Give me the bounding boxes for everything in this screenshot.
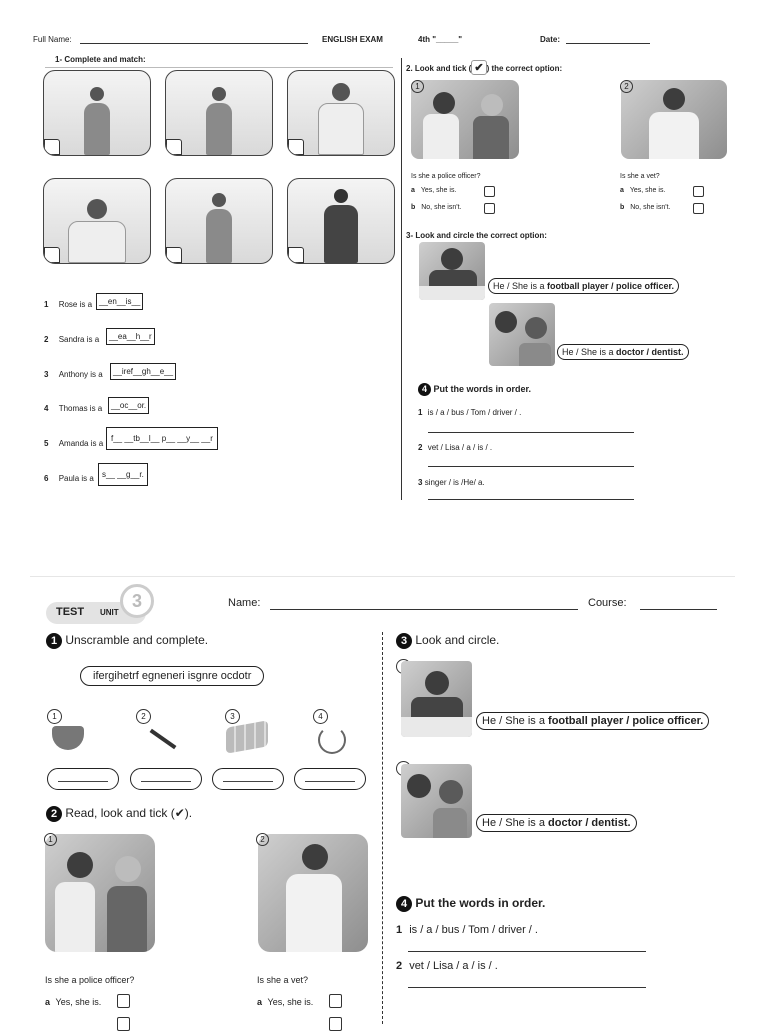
sentence-5 — [44, 439, 103, 448]
page-separator — [30, 576, 735, 577]
read-look-tick-title: 2 Read, look and tick (✔). — [46, 806, 192, 822]
section2-title-text: 2. Look and tick ( — [406, 64, 472, 73]
item-number: 3 — [225, 706, 240, 724]
doctor-child-photo — [401, 764, 472, 838]
option-b: b No, she isn't. — [411, 204, 462, 211]
vet-photo — [621, 80, 727, 159]
order-item-1: 1 is / a / bus / Tom / driver / . — [396, 924, 538, 936]
order-item-1: 1 is / a / bus / Tom / driver / . — [418, 408, 522, 417]
answer-box-2[interactable]: __ea__h__r — [106, 328, 155, 345]
order-item-2: 2 vet / Lisa / a / is / . — [396, 960, 498, 972]
sentence-text: Thomas is a — [58, 404, 103, 413]
option-a: a Yes, she is. — [411, 187, 457, 194]
tick-box[interactable] — [117, 994, 130, 1008]
sentence-number: 3 — [44, 370, 49, 379]
question-1: Is she a police officer? — [45, 975, 135, 985]
sentence-6 — [44, 474, 94, 483]
microphone-icon — [150, 729, 177, 749]
dentist-girl-photo — [411, 80, 519, 159]
doctor-picture — [287, 70, 395, 156]
answer-box-3[interactable]: __iref__gh__e__ — [110, 363, 176, 380]
check-icon: ✔ — [471, 60, 486, 75]
tick-box[interactable] — [693, 203, 704, 214]
answer-box[interactable] — [212, 768, 284, 790]
vet-photo — [258, 834, 368, 952]
look-circle-title: 3 Look and circle. — [396, 633, 499, 649]
police-officer-photo — [419, 242, 485, 300]
singer-picture — [43, 70, 151, 156]
tick-box[interactable] — [329, 1017, 342, 1031]
scrambled-words: ifergihetrf egneneri isgnre ocdotr — [80, 666, 264, 686]
building-plans-icon — [226, 720, 268, 753]
column-divider — [382, 632, 383, 1024]
section4-title: 4 Put the words in order. — [418, 383, 531, 396]
item-number: 4 — [313, 706, 328, 724]
exam-title: ENGLISH EXAM — [322, 35, 383, 44]
police-officer-photo — [401, 661, 472, 737]
sentence-number: 4 — [44, 404, 49, 413]
column-divider — [401, 58, 402, 500]
answer-line[interactable] — [428, 432, 634, 433]
photo-number: 1 — [44, 829, 57, 847]
photo-number: 1 — [411, 76, 424, 94]
unscramble-title: 1 Unscramble and complete. — [46, 633, 208, 649]
circle-option-1[interactable]: He / She is a football player / police officer. — [488, 278, 679, 294]
sentence-text: Sandra is a — [58, 335, 100, 344]
course-label: Course: — [588, 597, 627, 609]
course-line[interactable] — [640, 609, 717, 610]
tick-box[interactable] — [117, 1017, 130, 1031]
tick-box[interactable] — [693, 186, 704, 197]
answer-box[interactable] — [130, 768, 202, 790]
answer-box[interactable] — [47, 768, 119, 790]
option-b: b No, she isn't. — [620, 204, 671, 211]
sentence-number: 2 — [44, 335, 49, 344]
photo-number: 2 — [256, 829, 269, 847]
answer-line[interactable] — [408, 951, 646, 952]
answer-box[interactable] — [294, 768, 366, 790]
option-a: a Yes, she is. — [257, 997, 314, 1007]
order-item-3: 3 singer / is /He/ a. — [418, 478, 485, 487]
sentence-3 — [44, 370, 103, 379]
tick-box[interactable] — [329, 994, 342, 1008]
sentence-number: 5 — [44, 439, 49, 448]
test-unit-badge: TEST UNIT — [46, 602, 146, 624]
match-box[interactable] — [166, 247, 182, 263]
answer-line[interactable] — [428, 466, 634, 467]
match-box[interactable] — [288, 247, 304, 263]
sentence-1 — [44, 300, 92, 309]
answer-line[interactable] — [408, 987, 646, 988]
photo-number: 2 — [620, 76, 633, 94]
dentist-picture — [43, 178, 151, 264]
football-player-picture — [165, 70, 273, 156]
section1-title: 1- Complete and match: — [55, 55, 146, 64]
match-box[interactable] — [288, 139, 304, 155]
name-line[interactable] — [270, 609, 578, 610]
answer-box-4[interactable]: __oc__or. — [108, 397, 149, 414]
item-number: 2 — [136, 706, 151, 724]
grade-label: 4th "_____" — [418, 35, 463, 44]
full-name-label: Full Name: — [33, 35, 72, 44]
answer-box-6[interactable]: s__ __g__r. — [98, 463, 148, 486]
sentence-text: Rose is a — [58, 300, 93, 309]
firefighter-picture — [287, 178, 395, 264]
match-box[interactable] — [44, 247, 60, 263]
stethoscope-icon — [318, 726, 346, 754]
sentence-text: Paula is a — [58, 474, 94, 483]
date-label: Date: — [540, 35, 561, 44]
item-number: 1 — [47, 706, 62, 724]
sentence-number: 1 — [44, 300, 49, 309]
date-line[interactable] — [566, 43, 650, 44]
question-1: Is she a police officer? — [411, 173, 481, 180]
section2-title — [406, 60, 562, 75]
sentence-4 — [44, 404, 102, 413]
question-2: Is she a vet? — [620, 173, 660, 180]
sentence-text: Amanda is a — [58, 439, 104, 448]
answer-line[interactable] — [428, 499, 634, 500]
sentence-2 — [44, 335, 99, 344]
bowl-icon — [52, 726, 84, 750]
option-a: a Yes, she is. — [620, 187, 666, 194]
doctor-child-photo — [489, 303, 555, 366]
order-item-2: 2 vet / Lisa / a / is / . — [418, 443, 493, 452]
question-2: Is she a vet? — [257, 975, 309, 985]
unit-number-badge: 3 — [120, 584, 154, 618]
word-order-title: 4 Put the words in order. — [396, 896, 545, 912]
circle-option-2[interactable]: He / She is a doctor / dentist. — [557, 344, 689, 360]
section1-rule — [45, 67, 393, 68]
answer-box-1[interactable]: __en__is__ — [96, 293, 143, 310]
sentence-text: Anthony is a — [58, 370, 103, 379]
name-label: Name: — [228, 597, 261, 609]
dentist-girl-photo — [45, 834, 155, 952]
section3-title: 3- Look and circle the correct option: — [406, 231, 547, 240]
circle-option-1[interactable]: He / She is a football player / police officer. — [476, 712, 709, 730]
section2-title-text: ) the correct option: — [486, 64, 563, 73]
match-box[interactable] — [166, 139, 182, 155]
sentence-number: 6 — [44, 474, 49, 483]
match-box[interactable] — [44, 139, 60, 155]
full-name-line[interactable] — [80, 43, 308, 44]
answer-box-5[interactable]: f__ __tb__l__ p__ __y__ __r — [106, 427, 218, 450]
circle-option-2[interactable]: He / She is a doctor / dentist. — [476, 814, 637, 832]
teacher-picture — [165, 178, 273, 264]
tick-box[interactable] — [484, 186, 495, 197]
option-a: a Yes, she is. — [45, 997, 102, 1007]
tick-box[interactable] — [484, 203, 495, 214]
